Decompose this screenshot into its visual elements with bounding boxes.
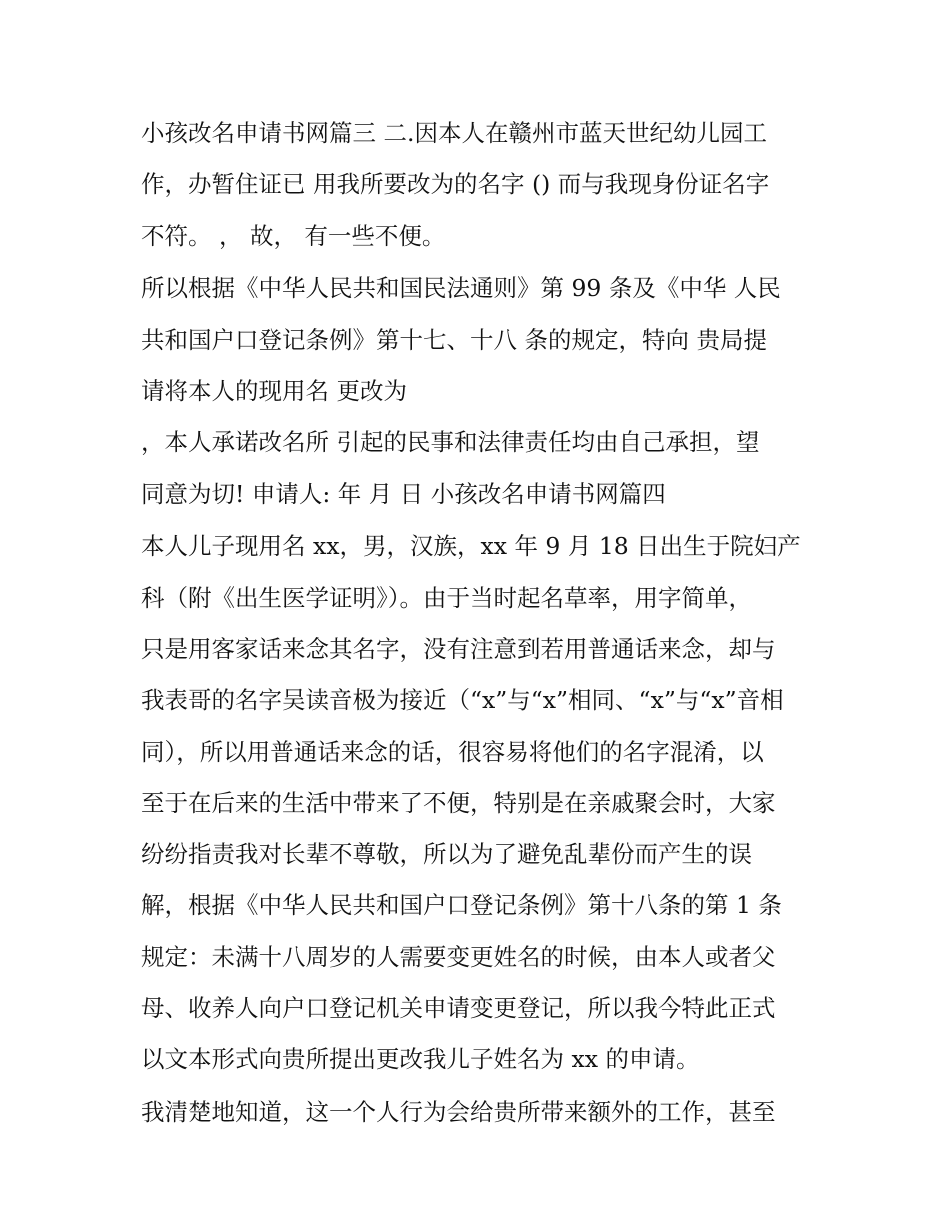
- text-line: 母、收养人向户口登记机关申请变更登记，所以我今特此正式: [141, 994, 776, 1023]
- text-line: ，本人承诺改名所 引起的民事和法律责任均由自己承担，望: [141, 428, 760, 457]
- text-line: 同），所以用普通话来念的话，很容易将他们的名字混淆，以: [141, 737, 764, 766]
- text-line: 科（附《出生医学证明》）。由于当时起名草率，用字简单，: [141, 583, 752, 612]
- text-line: 我表哥的名字吴读音极为接近（“x”与“x”相同、“x”与“x”音相: [141, 686, 784, 715]
- text-line: 共和国户口登记条例》第十七、十八 条的规定，特向 贵局提: [141, 325, 767, 354]
- text-line: 同意为切! 申请人: 年 月 日 小孩改名申请书网篇四: [141, 479, 666, 508]
- text-line: 解，根据《中华人民共和国户口登记条例》第十八条的第 1 条: [141, 891, 782, 920]
- text-line: 纷纷指责我对长辈不尊敬，所以为了避免乱辈份而产生的误: [141, 840, 752, 869]
- text-line: 至于在后来的生活中带来了不便，特别是在亲戚聚会时，大家: [141, 788, 776, 817]
- text-line: 小孩改名申请书网篇三 二.因本人在赣州市蓝天世纪幼儿园工: [141, 119, 767, 147]
- text-line: 请将本人的现用名 更改为: [141, 376, 407, 405]
- text-line: 我清楚地知道，这一个人行为会给贵所带来额外的工作，甚至: [141, 1098, 776, 1127]
- text-line: 不符。 ， 故， 有一些不便。: [141, 221, 446, 250]
- text-line: 规定：未满十八周岁的人需要变更姓名的时候，由本人或者父: [141, 942, 776, 971]
- text-line: 只是用客家话来念其名字，没有注意到若用普通话来念，却与: [141, 634, 776, 663]
- text-line: 所以根据《中华人民共和国民法通则》第 99 条及《中华 人民: [141, 274, 781, 303]
- text-line: 作，办暂住证已 用我所要改为的名字 () 而与我现身份证名字: [141, 170, 770, 199]
- text-line: 以文本形式向贵所提出更改我儿子姓名为 xx 的申请。: [141, 1045, 700, 1074]
- document-body: [141, 108, 821, 1138]
- text-line: 本人儿子现用名 xx，男，汉族，xx 年 9 月 18 日出生于院妇产: [141, 532, 801, 561]
